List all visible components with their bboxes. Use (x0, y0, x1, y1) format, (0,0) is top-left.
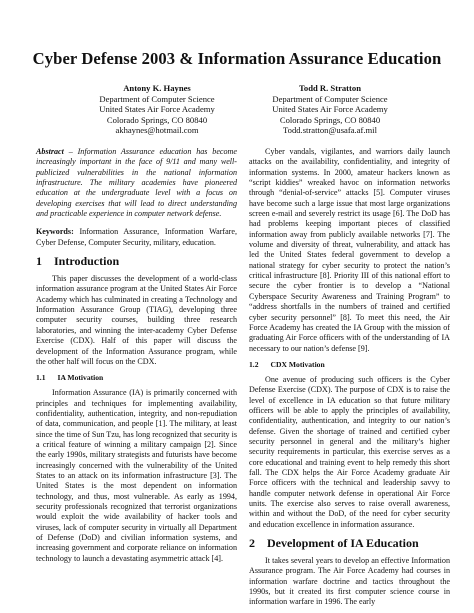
cdx-paragraph: One avenue of producing such officers is the Cyber Defense Exercise (CDX). The purpose of CDX is to raise the level of excellence in IA education so that future military officers will be able to apply the principles of availability, confidentiality, authentication, and integrity to our nation’s defense. Given the shortage of trained and certified cyber security personnel in general and the military’s higher security requirements in particular, this exercise serves as a core educational and training event to help remedy this short fall. The CDX helps the Air Force Academy graduate Air Force officers with the technical and leadership savvy to handle computer network defense in operational Air Force units. The exercise also serves to raise overall awareness, within and without the DoD, of the need for cyber security and education excellence in information assurance. (249, 374, 450, 529)
abstract (36, 147, 237, 219)
section-number: 1 (36, 254, 42, 269)
keywords-label: Keywords: (36, 227, 74, 237)
paper-title: Cyber Defense 2003 & Information Assurance Education (32, 49, 442, 68)
keywords (36, 227, 237, 248)
author-email: akhaynes@hotmail.com (115, 125, 199, 136)
abstract-label: Abstract (36, 147, 64, 156)
abstract-text: – Information Assurance education has become increasingly important in the face of 9/11 and many well-publicized vulnerabilities in the national information infrastructure. The military academies have pioneered education at the undergraduate level with a focus on developing exercises that will lead to direct understanding and practicable experience in computer network defense. (36, 147, 237, 219)
section-title: IA Motivation (57, 373, 104, 383)
author-organization: United States Air Force Academy (99, 104, 215, 115)
subsection-heading-cdx-motivation (249, 360, 450, 370)
author-organization: United States Air Force Academy (272, 104, 388, 115)
section-number: 1.2 (249, 359, 259, 369)
author-department: Department of Computer Science (99, 93, 215, 104)
author-email: Todd.stratton@usafa.af.mil (283, 125, 377, 136)
development-paragraph: It takes several years to develop an effective Information Assurance program. The Air Force Academy had courses in information warfare doctrine and tactics throughout the 1990s, but it created its first computer science course in information warfare in 1996. The early (249, 556, 450, 607)
section-title: Introduction (54, 254, 120, 269)
section-title: Development of IA Education (267, 536, 419, 551)
author-city: Colorado Springs, CO 80840 (279, 114, 381, 125)
threats-paragraph: Cyber vandals, vigilantes, and warriors daily launch attacks on the availability, confidentiality, and integrity of information systems. In 2000, amateur hackers known as “script kiddies” wreaked havoc on information networks through “denial-of-service” attacks [5]. Computer viruses have become such a large issue that most large organizations screen e-mail and severely restrict its usage [6]. The DoD has had problems keeping important pieces of classified information away from publicly available networks [7]. The volume and diversity of threat, vulnerability, and attack has led the United States federal government to develop a national strategy for cyber security to protect the nation’s critical infrastructure [8]. Priority III of this national effort to secure the cyber frontier is to develop a “National Cyberspace Security Awareness and Training Program” to “address shortfalls in the numbers of trained and certified cyber security personnel” [8]. To meet this need, the Air Force Academy has created the IA Group with the mission of graduating Air Force officers with of the understanding of IA necessary to our nation’s defense [9]. (249, 147, 450, 353)
section-number: 2 (249, 536, 255, 551)
author-block-1 (72, 83, 242, 136)
author-department: Department of Computer Science (272, 93, 388, 104)
right-column (249, 147, 450, 608)
subsection-heading-ia-motivation (36, 373, 237, 383)
section-heading-introduction (36, 254, 237, 268)
intro-paragraph: This paper discusses the development of a world-class information assurance program at the United States Air Force Academy which has culminated in creating a Technology and Information Assurance Group (TIAG), developing three computer security courses, building three research laboratories, and winning the inter-academy Cyber Defense Exercise (CDX). Half of this paper will discuss the development of the Information Assurance program, while the other half will focus on the CDX. (36, 274, 237, 366)
author-city: Colorado Springs, CO 80840 (106, 114, 208, 125)
author-block-2 (245, 83, 415, 136)
keywords-text: Information Assurance, Information Warfare, Cyber Defense, Computer Security, military, education. (36, 227, 237, 247)
ia-motivation-paragraph: Information Assurance (IA) is primarily concerned with principles and techniques for implementing availability, confidentiality, authentication, integrity, and non-repudiation of data, communication, and people [1]. The military, at least since the time of Sun Tzu, has long recognized that security is a critical feature of winning a military campaign [2]. Since the early 1990s, military strategists and futurists have become increasingly concerned with the vulnerability of the United States to an attack on its information infrastructure [3]. The United States is the most dependent on information technology, and thus, most vulnerable. As early as 1994, security professionals recognized that terrorist organizations would exploit the wide availability of hacker tools and viruses, lack of computer security in virtually all Department of Defense (DoD) and civilian information systems, and increasing government and corporate reliance on information technology to launch a devastating asymmetric attack [4]. (36, 388, 237, 563)
section-title: CDX Motivation (270, 359, 325, 369)
section-number: 1.1 (36, 373, 46, 383)
left-column (36, 147, 237, 564)
author-name: Antony K. Haynes (123, 83, 191, 93)
section-heading-development (249, 536, 450, 550)
author-name: Todd R. Stratton (298, 83, 361, 93)
